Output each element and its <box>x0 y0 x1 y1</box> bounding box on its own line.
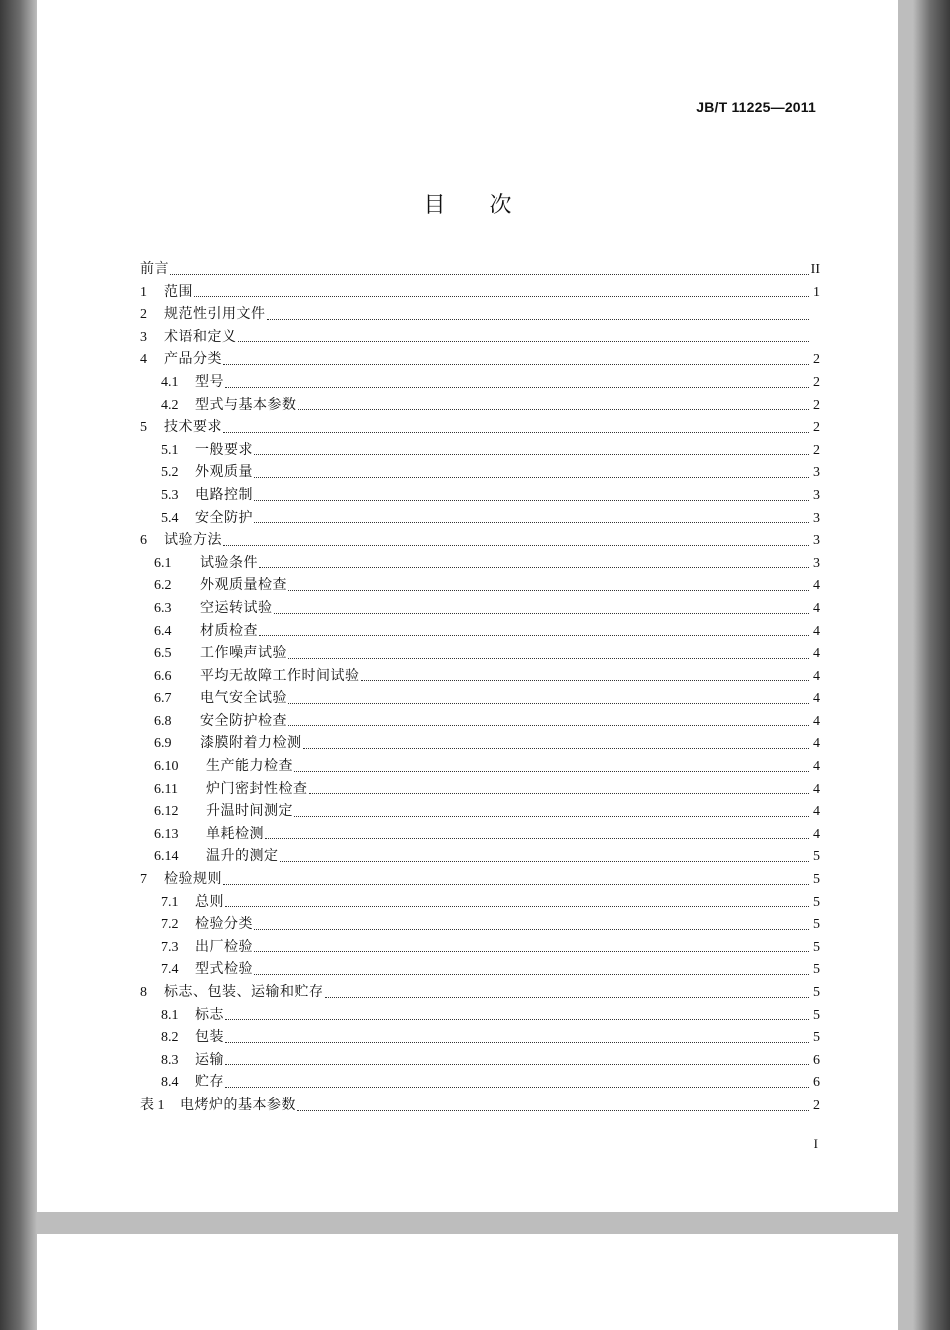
toc-entry-page: 3 <box>813 510 820 526</box>
dot-leader <box>361 679 810 681</box>
toc-entry-page: 4 <box>813 826 820 842</box>
page-number: I <box>813 1136 818 1151</box>
toc-entry-label: 包装 <box>195 1030 224 1046</box>
toc-entry-page: 4 <box>813 668 820 684</box>
dot-leader <box>223 883 809 885</box>
toc-entry-page: 4 <box>813 736 820 752</box>
dot-leader <box>225 1063 809 1065</box>
toc-entry-number: 3 <box>140 329 147 345</box>
toc-entry[interactable] <box>140 845 820 868</box>
toc-entry-page: 5 <box>813 985 820 1000</box>
toc-entry-number: 6.4 <box>154 623 172 639</box>
toc-entry[interactable] <box>140 755 820 778</box>
dot-leader <box>325 996 810 998</box>
toc-entry-label: 升温时间测定 <box>206 804 293 820</box>
toc-entry-page: 3 <box>813 533 820 549</box>
toc-entry-page: 2 <box>813 1097 820 1113</box>
toc-entry-number: 6.13 <box>154 826 179 842</box>
toc-entry-label: 试验条件 <box>200 555 258 571</box>
dot-leader <box>194 295 809 297</box>
toc-entry-page: 5 <box>813 1030 820 1046</box>
toc-entry-page: 3 <box>813 555 820 571</box>
toc-entry[interactable] <box>140 642 820 665</box>
toc-entry-number: 6.14 <box>154 849 179 865</box>
dot-leader <box>254 453 809 455</box>
toc-entry-label: 安全防护 <box>195 510 253 526</box>
dot-leader <box>280 860 810 862</box>
toc-entry[interactable] <box>140 484 820 507</box>
toc-entry-label: 工作噪声试验 <box>200 646 287 662</box>
toc-entry[interactable] <box>140 1094 820 1117</box>
toc-entry-number: 6.9 <box>154 736 172 752</box>
toc-entry-label: 术语和定义 <box>164 329 237 345</box>
dot-leader <box>225 1086 809 1088</box>
toc-entry[interactable] <box>140 597 820 620</box>
toc-entry-page: 5 <box>813 1007 820 1023</box>
toc-entry[interactable] <box>140 868 820 891</box>
table-of-contents <box>140 258 820 1117</box>
dot-leader <box>259 566 809 568</box>
toc-entry-label: 型号 <box>195 374 224 390</box>
toc-entry-page: 2 <box>813 442 820 458</box>
toc-entry-number: 8.1 <box>161 1007 179 1023</box>
toc-entry[interactable] <box>140 1071 820 1094</box>
toc-entry-page: 4 <box>813 804 820 820</box>
toc-entry-number: 5.2 <box>161 465 179 481</box>
toc-entry-label: 型式与基本参数 <box>195 397 297 413</box>
dot-leader <box>297 1109 809 1111</box>
toc-entry-number: 7.2 <box>161 917 179 933</box>
toc-entry-number: 6 <box>140 533 147 549</box>
toc-entry-label: 材质检查 <box>200 623 258 639</box>
dot-leader <box>303 747 810 749</box>
toc-entry[interactable] <box>140 936 820 959</box>
toc-entry-number: 8.2 <box>161 1030 179 1046</box>
toc-entry-number: 6.2 <box>154 578 172 594</box>
toc-entry-page: 4 <box>813 781 820 797</box>
toc-entry-number: 4 <box>140 352 147 368</box>
toc-entry[interactable] <box>140 461 820 484</box>
next-page <box>37 1234 898 1330</box>
dot-leader <box>238 340 810 342</box>
dot-leader <box>259 634 809 636</box>
toc-entry-page: 4 <box>813 600 820 616</box>
toc-entry-number: 8 <box>140 985 147 1000</box>
toc-entry-number: 6.12 <box>154 804 179 820</box>
toc-entry-number: 5.4 <box>161 510 179 526</box>
dot-leader <box>265 837 809 839</box>
standard-code: JB/T 11225—2011 <box>696 99 816 115</box>
toc-entry[interactable] <box>140 913 820 936</box>
toc-entry-label: 电路控制 <box>195 487 253 503</box>
toc-entry-page: 2 <box>813 352 820 368</box>
toc-entry-page: 5 <box>813 962 820 978</box>
toc-entry-number: 5 <box>140 420 147 436</box>
toc-entry-label: 漆膜附着力检测 <box>200 736 302 752</box>
dot-leader <box>294 770 809 772</box>
toc-entry-number: 2 <box>140 307 147 323</box>
dot-leader <box>170 273 809 275</box>
toc-entry-number: 6.1 <box>154 555 172 571</box>
toc-entry-number: 6.10 <box>154 759 179 775</box>
toc-entry-page: 2 <box>813 420 820 436</box>
toc-entry-label: 规范性引用文件 <box>164 307 266 323</box>
toc-entry-number: 6.7 <box>154 691 172 707</box>
toc-entry[interactable] <box>140 326 820 349</box>
toc-entry[interactable] <box>140 303 820 326</box>
toc-entry-page: 4 <box>813 646 820 662</box>
toc-entry-label: 平均无故障工作时间试验 <box>200 668 360 684</box>
toc-entry-page: 4 <box>813 623 820 639</box>
toc-entry-number: 4.2 <box>161 397 179 413</box>
toc-entry-label: 出厂检验 <box>195 939 253 955</box>
dot-leader <box>254 476 809 478</box>
dot-leader <box>298 408 810 410</box>
toc-entry-label: 标志 <box>195 1007 224 1023</box>
toc-entry-label: 空运转试验 <box>200 600 273 616</box>
toc-entry[interactable] <box>140 1049 820 1072</box>
toc-entry[interactable] <box>140 507 820 530</box>
toc-entry-page: 4 <box>813 578 820 594</box>
toc-entry-number: 5.1 <box>161 442 179 458</box>
toc-entry-page: 1 <box>813 284 820 300</box>
toc-entry[interactable] <box>140 371 820 394</box>
dot-leader <box>288 589 809 591</box>
toc-entry[interactable] <box>140 710 820 733</box>
toc-entry[interactable] <box>140 620 820 643</box>
toc-entry-number: 7 <box>140 872 147 888</box>
toc-entry-page: 2 <box>813 397 820 413</box>
toc-entry-page: 4 <box>813 691 820 707</box>
toc-entry-page: 6 <box>813 1052 820 1068</box>
toc-entry-page: 4 <box>813 713 820 729</box>
toc-entry-number: 6.11 <box>154 781 178 797</box>
dot-leader <box>225 386 809 388</box>
toc-entry-page: 5 <box>813 939 820 955</box>
dot-leader <box>288 724 809 726</box>
dot-leader <box>223 431 809 433</box>
toc-entry-number: 4.1 <box>161 374 179 390</box>
toc-entry-label: 型式检验 <box>195 962 253 978</box>
toc-entry[interactable] <box>140 281 820 304</box>
toc-entry[interactable] <box>140 439 820 462</box>
document-page <box>37 0 898 1212</box>
toc-entry-label: 产品分类 <box>164 352 222 368</box>
toc-entry-number: 8.4 <box>161 1075 179 1091</box>
toc-entry-number: 6.5 <box>154 646 172 662</box>
dot-leader <box>267 318 810 320</box>
toc-entry-number: 6.6 <box>154 668 172 684</box>
toc-entry-label: 运输 <box>195 1052 224 1068</box>
toc-entry-label: 安全防护检查 <box>200 713 287 729</box>
toc-entry[interactable] <box>140 552 820 575</box>
toc-entry-number: 5.3 <box>161 487 179 503</box>
dot-leader <box>274 612 810 614</box>
toc-entry-label: 外观质量检查 <box>200 578 287 594</box>
toc-entry[interactable] <box>140 665 820 688</box>
toc-entry[interactable] <box>140 981 820 1004</box>
dot-leader <box>254 928 809 930</box>
toc-entry-number: 6.3 <box>154 600 172 616</box>
dot-leader <box>225 905 809 907</box>
toc-entry[interactable] <box>140 1026 820 1049</box>
toc-entry-label: 温升的测定 <box>206 849 279 865</box>
toc-entry[interactable] <box>140 394 820 417</box>
dot-leader <box>254 973 809 975</box>
page-title: 目次 <box>423 193 556 218</box>
toc-entry-label: 检验分类 <box>195 917 253 933</box>
toc-entry-page: II <box>810 262 820 277</box>
toc-entry-label: 总则 <box>195 894 224 910</box>
dot-leader <box>288 657 809 659</box>
dot-leader <box>254 950 809 952</box>
toc-entry[interactable] <box>140 687 820 710</box>
dot-leader <box>225 1041 809 1043</box>
toc-entry[interactable] <box>140 258 820 281</box>
toc-entry-label: 技术要求 <box>164 420 222 436</box>
dot-leader <box>309 792 810 794</box>
toc-entry-page: 3 <box>813 487 820 503</box>
toc-entry[interactable] <box>140 823 820 846</box>
toc-entry-label: 试验方法 <box>164 533 222 549</box>
dot-leader <box>254 499 809 501</box>
toc-entry-label: 前言 <box>140 262 169 277</box>
toc-entry-label: 贮存 <box>195 1075 224 1091</box>
toc-entry[interactable] <box>140 529 820 552</box>
toc-entry-page: 5 <box>813 872 820 888</box>
toc-entry[interactable] <box>140 1004 820 1027</box>
dot-leader <box>225 1018 809 1020</box>
toc-entry[interactable] <box>140 416 820 439</box>
toc-entry[interactable] <box>140 800 820 823</box>
toc-entry-number: 1 <box>140 284 147 300</box>
toc-entry-label: 生产能力检查 <box>206 759 293 775</box>
toc-entry-page: 5 <box>813 849 820 865</box>
toc-entry-page: 3 <box>813 465 820 481</box>
toc-entry[interactable] <box>140 958 820 981</box>
toc-entry[interactable] <box>140 574 820 597</box>
toc-entry-page: 6 <box>813 1075 820 1091</box>
toc-entry-label: 一般要求 <box>195 442 253 458</box>
toc-entry-number: 6.8 <box>154 713 172 729</box>
toc-entry-page: 4 <box>813 759 820 775</box>
toc-entry[interactable] <box>140 891 820 914</box>
toc-entry-page: 5 <box>813 917 820 933</box>
dot-leader <box>223 544 809 546</box>
toc-entry-label: 电气安全试验 <box>200 691 287 707</box>
toc-entry-label: 检验规则 <box>164 872 222 888</box>
dot-leader <box>223 363 809 365</box>
toc-entry-number: 表 1 <box>140 1097 165 1113</box>
toc-entry-label: 外观质量 <box>195 465 253 481</box>
toc-entry-number: 7.1 <box>161 894 179 910</box>
toc-entry[interactable] <box>140 778 820 801</box>
toc-entry-label: 单耗检测 <box>206 826 264 842</box>
toc-entry-label: 范围 <box>164 284 193 300</box>
toc-entry[interactable] <box>140 732 820 755</box>
toc-entry-number: 7.4 <box>161 962 179 978</box>
toc-entry-page: 5 <box>813 894 820 910</box>
toc-entry-number: 8.3 <box>161 1052 179 1068</box>
toc-entry-number: 7.3 <box>161 939 179 955</box>
dot-leader <box>288 702 809 704</box>
dot-leader <box>294 815 809 817</box>
toc-entry-label: 标志、包装、运输和贮存 <box>164 985 324 1000</box>
toc-entry-label: 炉门密封性检查 <box>206 781 308 797</box>
toc-entry-page: 2 <box>813 374 820 390</box>
toc-entry[interactable] <box>140 348 820 371</box>
toc-entry-label: 电烤炉的基本参数 <box>180 1097 296 1113</box>
dot-leader <box>254 521 809 523</box>
